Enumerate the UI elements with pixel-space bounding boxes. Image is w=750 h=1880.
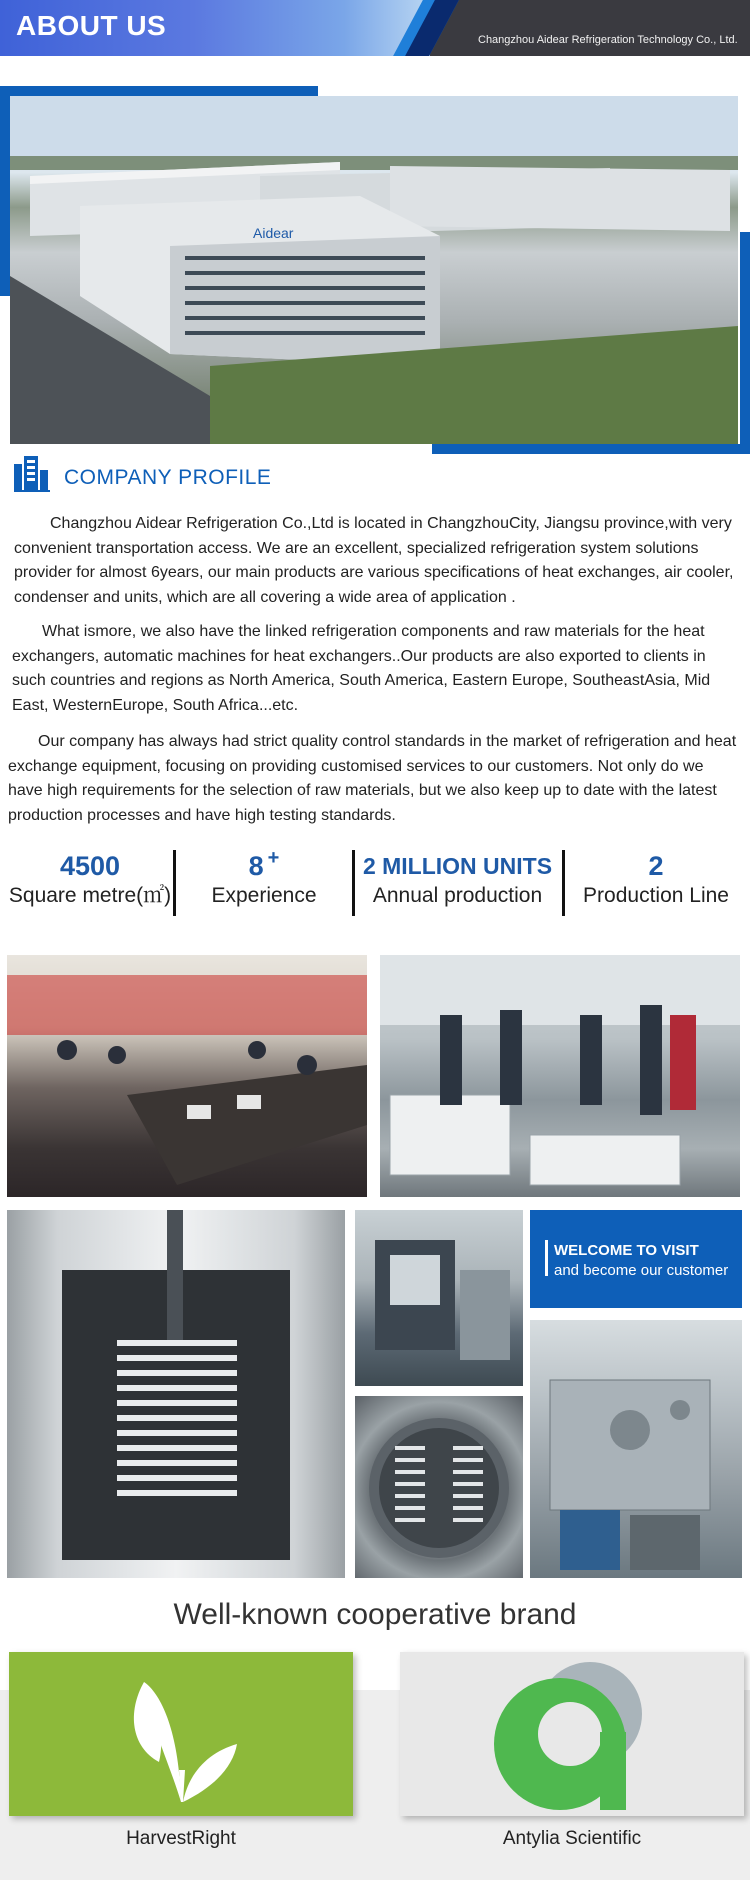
stat-suffix: + (267, 847, 280, 869)
brands-section-title: Well-known cooperative brand (173, 1598, 577, 1631)
page-title: ABOUT US (16, 10, 167, 41)
antylia-logo (400, 1652, 744, 1816)
machine-illustration (355, 1210, 523, 1386)
welcome-subtitle: and become our customer (554, 1262, 729, 1279)
building-photo (10, 96, 738, 444)
brand-name: HarvestRight (126, 1828, 236, 1849)
photo-frame-bottom (432, 444, 750, 454)
welcome-title: WELCOME TO VISIT (554, 1242, 699, 1259)
machine-large-illustration (530, 1320, 742, 1578)
stat-experience (178, 847, 350, 918)
profile-paragraph-3: Our company has always had strict quality control standards in the market of refrigeration and heat exchange equipment, focusing on providing customised services to our customers. Not only do we have high requirements for the selection of raw materials, but we also keep up to date with the latest production processes and have high testing standards. (8, 733, 737, 824)
stat-value: 4500 (59, 851, 121, 881)
stat-value: 8 (248, 851, 264, 881)
stat-label: Annual production (372, 884, 543, 907)
freeze-dryer-large-photo (530, 1320, 742, 1578)
section-title-profile: COMPANY PROFILE (64, 466, 272, 489)
stat-label: Square metre(㎡) (8, 884, 172, 907)
brand-card-harvestright[interactable] (9, 1652, 353, 1816)
tray-chamber-photo (7, 1210, 345, 1578)
building-icon (14, 456, 50, 492)
vacuum-vessel-photo (355, 1396, 523, 1578)
stat-value: 2 (648, 851, 664, 881)
stat-label: Production Line (583, 884, 729, 907)
meeting-illustration (7, 955, 367, 1197)
stat-divider (562, 850, 565, 916)
photo-frame-right (740, 232, 750, 454)
brand-name: Antylia Scientific (502, 1828, 642, 1849)
meeting-photo (7, 955, 367, 1197)
chamber-illustration (7, 1210, 345, 1578)
header-dark-panel (430, 0, 750, 56)
stat-area (4, 850, 176, 918)
stat-production (355, 850, 560, 918)
stat-lines (566, 850, 746, 918)
stat-label: Experience (211, 884, 317, 907)
stat-divider (173, 850, 176, 916)
svg-text:Aidear: Aidear (253, 225, 294, 241)
harvestright-logo (9, 1652, 353, 1816)
welcome-banner (530, 1210, 742, 1308)
photo-frame-top (0, 86, 318, 96)
factory-illustration (380, 955, 740, 1197)
freeze-dryer-photo (355, 1210, 523, 1386)
factory-visit-photo (380, 955, 740, 1197)
welcome-accent-line (545, 1240, 548, 1276)
photo-frame-left (0, 86, 10, 296)
profile-paragraph-2: What ismore, we also have the linked refrigeration components and raw materials for the heat exchangers, automatic machines for heat exchangers..Our products are also exported to clients in such countries and regions as North America, South America, Eastern Europe, SoutheastAsia, Mid East, WesternEurope, South Africa...etc. (12, 623, 711, 714)
company-name: Changzhou Aidear Refrigeration Technology Co., Ltd. (478, 34, 738, 46)
brand-card-antylia[interactable] (400, 1652, 744, 1816)
profile-paragraph-1: Changzhou Aidear Refrigeration Co.,Ltd is located in ChangzhouCity, Jiangsu province,with very convenient transportation access. We are an excellent, specialized refrigeration system solutions provider for almost 6years, our main products are various specifications of heat exchanges, air cooler, condenser and units, which are all covering a wide area of application . (14, 515, 734, 606)
vessel-illustration (355, 1396, 523, 1578)
stat-value: 2 MILLION UNITS (362, 853, 553, 879)
building-illustration (10, 96, 738, 444)
